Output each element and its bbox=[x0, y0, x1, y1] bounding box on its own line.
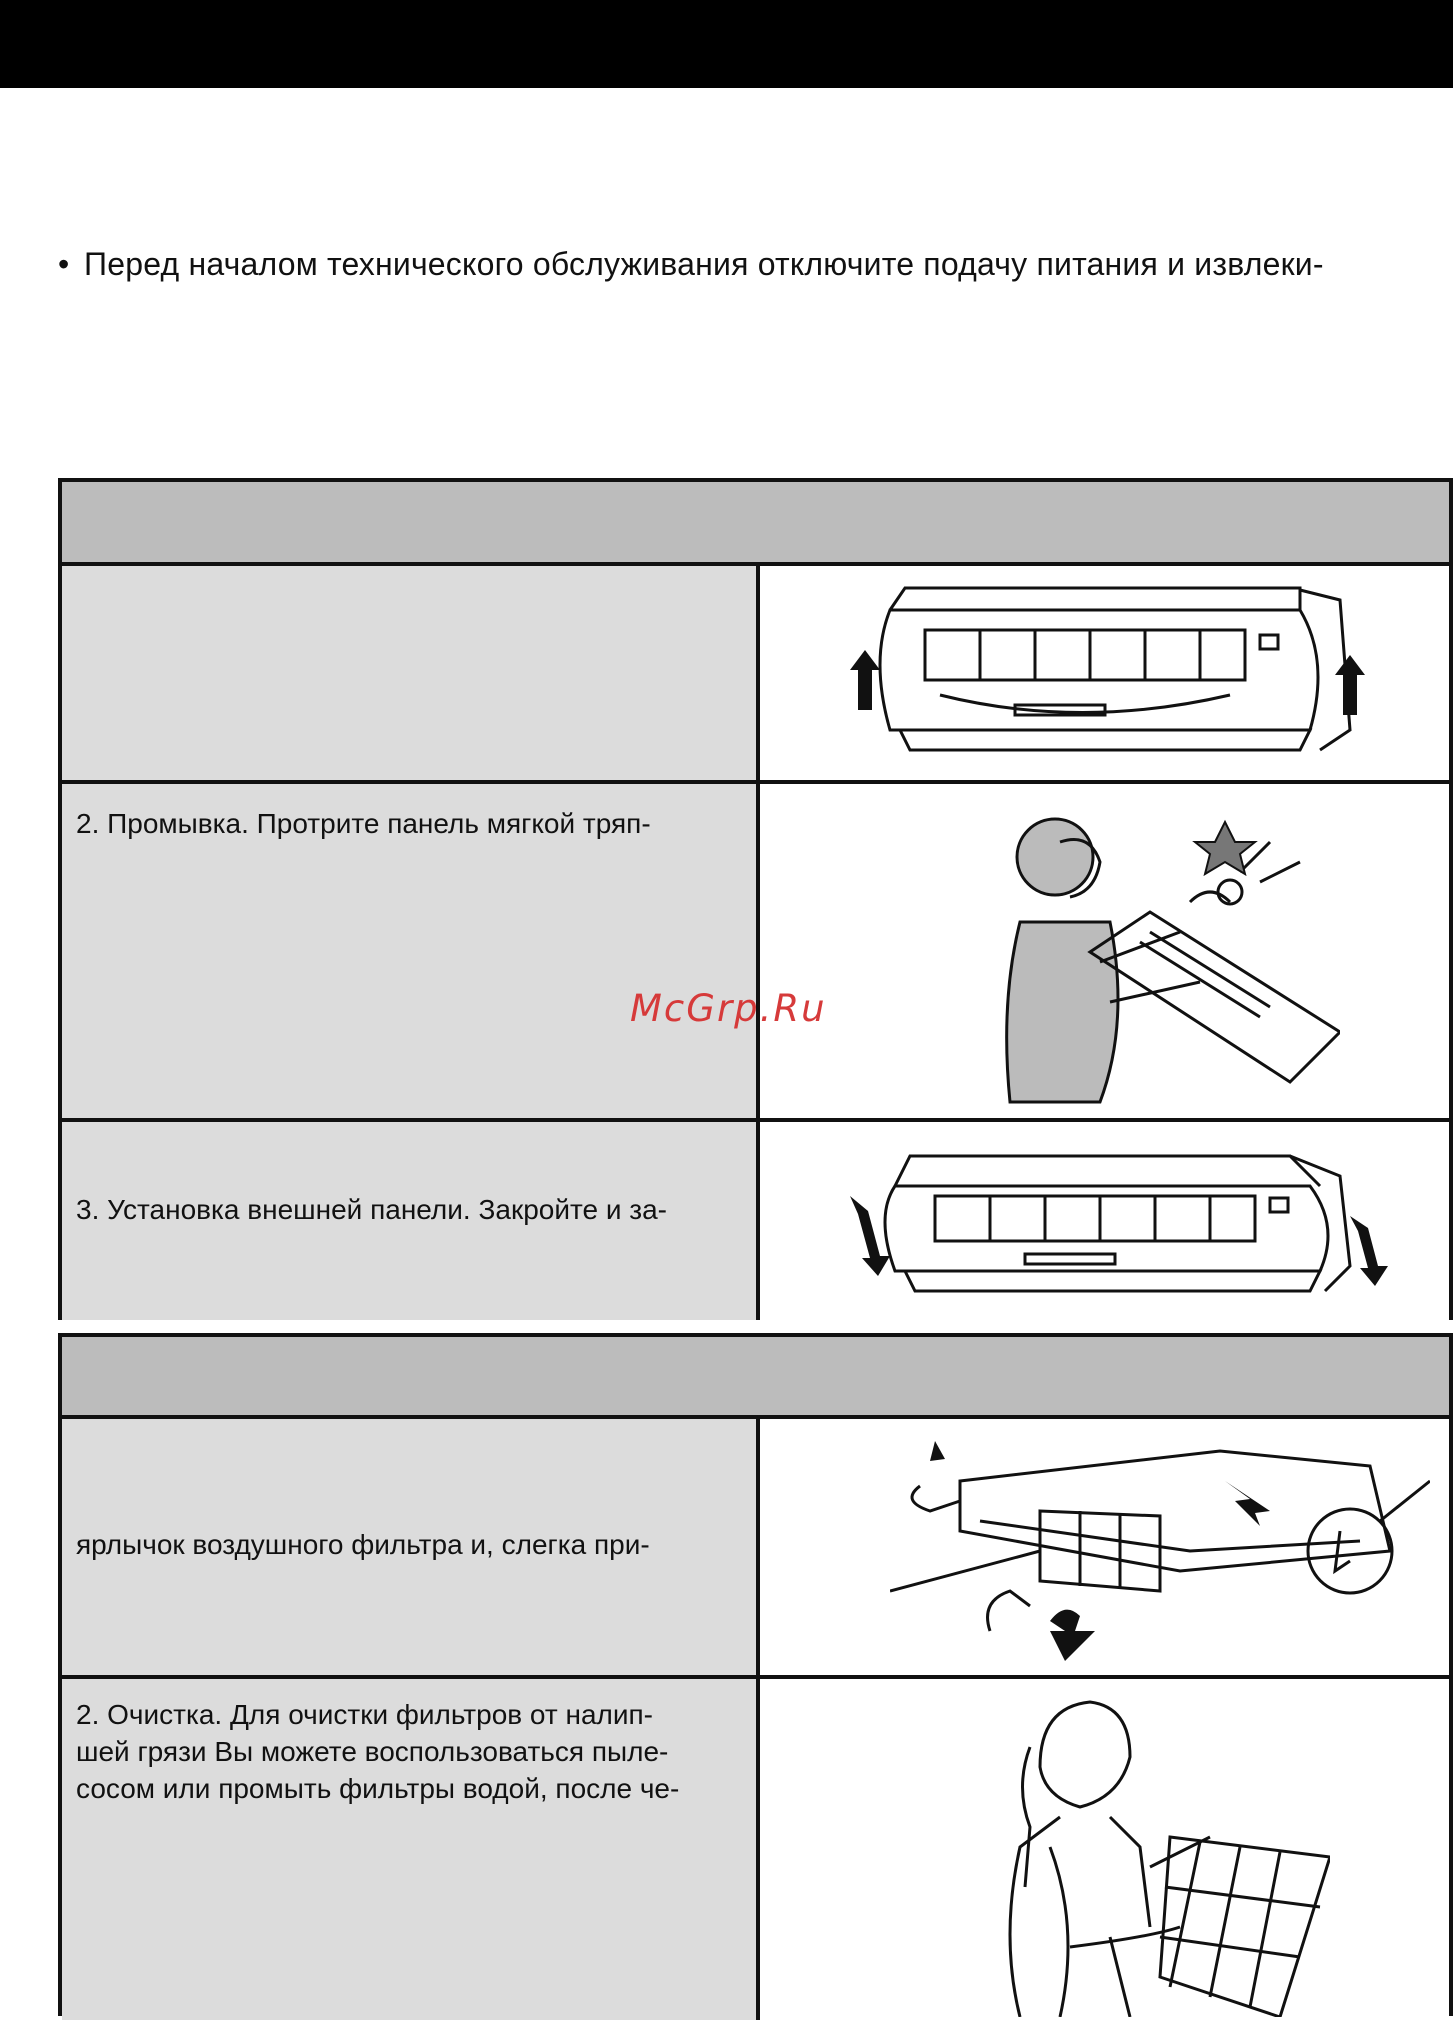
step-text-cell bbox=[62, 1122, 760, 1320]
table-row bbox=[62, 1122, 1449, 1320]
filter-cleaning-table bbox=[58, 1333, 1453, 2016]
panel-cleaning-table bbox=[58, 478, 1453, 1320]
table-row bbox=[62, 566, 1449, 784]
clean-filter-illustration bbox=[760, 1679, 1449, 2020]
top-black-bar bbox=[0, 0, 1453, 88]
washing-panel-illustration bbox=[760, 784, 1449, 1118]
step-2-text: 2. Промывка. Протрите панель мягкой тряп- bbox=[76, 808, 651, 839]
table-row bbox=[62, 1679, 1449, 2020]
step-text-cell bbox=[62, 784, 760, 1118]
filter-step-2-line-1: 2. Очистка. Для очистки фильтров от налип- bbox=[76, 1699, 653, 1730]
washing-person-image bbox=[960, 802, 1340, 1107]
step-text-cell bbox=[62, 1679, 760, 2020]
table-row bbox=[62, 1419, 1449, 1679]
open-panel-illustration bbox=[760, 566, 1449, 780]
watermark: McGrp.Ru bbox=[630, 987, 827, 1030]
filter-cleaning-header bbox=[62, 1337, 1449, 1419]
panel-cleaning-header bbox=[62, 482, 1449, 566]
filter-step-2-line-3: сосом или промыть фильтры водой, после че- bbox=[76, 1773, 680, 1804]
intro-text: Перед началом технического обслуживания отключите подачу питания и извлеки- bbox=[84, 246, 1324, 282]
intro-paragraph bbox=[58, 246, 1324, 283]
ac-unit-open-image bbox=[830, 580, 1390, 770]
filter-step-2-line-2: шей грязи Вы можете воспользоваться пыле- bbox=[76, 1736, 669, 1767]
table-row bbox=[62, 784, 1449, 1122]
ac-unit-closing-image bbox=[840, 1136, 1400, 1306]
filter-step-1-text: ярлычок воздушного фильтра и, слегка при- bbox=[76, 1529, 650, 1560]
bullet-icon: • bbox=[58, 246, 70, 282]
person-with-filter-image bbox=[1000, 1687, 1330, 2017]
remove-filter-illustration bbox=[760, 1419, 1449, 1675]
filter-removal-image bbox=[890, 1431, 1430, 1671]
step-3-text: 3. Установка внешней панели. Закройте и за- bbox=[76, 1194, 667, 1225]
step-text-cell bbox=[62, 566, 760, 780]
close-panel-illustration bbox=[760, 1122, 1449, 1320]
step-text-cell bbox=[62, 1419, 760, 1675]
